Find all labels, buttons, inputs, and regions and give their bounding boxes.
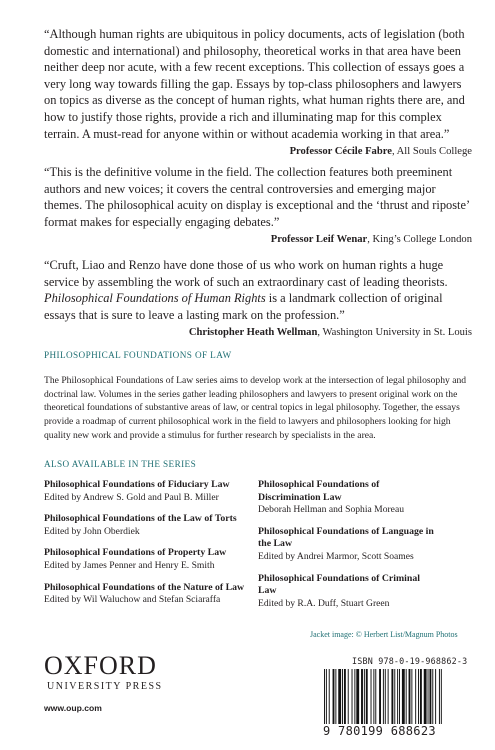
barcode-bar	[420, 669, 422, 729]
quote-author: Christopher Heath Wellman	[188, 327, 318, 339]
barcode-bar	[364, 669, 365, 729]
barcode-bar	[394, 669, 395, 729]
book-title: Philosophical Foundations of Criminal Law	[258, 572, 420, 597]
barcode-bar	[406, 669, 407, 729]
barcode-digits: 9 780199 688623	[323, 724, 472, 738]
quote-text-part: is a landmark collection of original essays that is sure to leave a lasting mark on the profession.”	[44, 291, 443, 322]
barcode-bar	[397, 669, 398, 729]
barcode-bar	[415, 669, 416, 729]
quote-attribution	[44, 145, 472, 158]
series-book	[44, 547, 259, 572]
endorsement-quote-3	[44, 257, 472, 339]
series-book	[44, 582, 259, 607]
quote-author: Professor Cécile Fabre	[289, 146, 392, 158]
book-title: Philosophical Foundations of the Nature of Law	[44, 581, 245, 593]
book-title: Philosophical Foundations of the Law of Torts	[44, 513, 237, 525]
barcode-bar	[383, 669, 384, 729]
barcode-bar	[385, 669, 386, 729]
barcode-bar	[388, 669, 389, 729]
barcode-bar	[335, 669, 336, 729]
barcode-bar	[324, 669, 325, 729]
barcode-bar	[379, 669, 381, 729]
barcode-bar	[411, 669, 412, 729]
barcode-bar	[432, 669, 433, 729]
barcode-bar	[326, 669, 327, 729]
isbn-label: ISBN 978-0-19-968862-3	[352, 656, 468, 666]
barcode-bar	[338, 669, 341, 729]
barcode-bar	[375, 669, 376, 729]
book-editors: Edited by Wil Waluchow and Stefan Sciaraffa	[44, 594, 221, 606]
series-list-left	[44, 479, 259, 616]
book-editors: Edited by John Oberdiek	[44, 525, 140, 537]
barcode-bar	[333, 669, 335, 729]
series-description: The Philosophical Foundations of Law series aims to develop work at the intersection of legal philosophy and doctrinal law. Volumes in the series gather leading philosophers and lawyers to present original work on the theoretical foundations of substantive areas of law, or central topics in legal philosophy. Together, the essays provide a roadmap of current philosophical work in the field to lawyers and philosophers looking for high quality new work and provide a stimulus for further research by specialists in the area.	[44, 375, 467, 441]
book-title: Philosophical Foundations of Language in the Law	[258, 525, 434, 550]
barcode-bar	[361, 669, 363, 729]
barcode-bar	[348, 669, 349, 729]
barcode-bar	[371, 669, 372, 729]
quote-text-part: “Cruft, Liao and Renzo have done those of us who work on human rights a huge service by assembling the work of such an extraordinary cast of leading theorists.	[44, 258, 448, 289]
book-editors: Edited by R.A. Duff, Stuart Green	[258, 597, 390, 609]
barcode-bar	[366, 669, 368, 729]
series-book	[258, 479, 438, 517]
book-title: Philosophical Foundations of Discrimination Law	[258, 479, 380, 503]
book-title-italic: Philosophical Foundations of Human Rights	[44, 291, 266, 306]
barcode-bar	[424, 669, 427, 729]
publisher-url: www.oup.com	[44, 703, 102, 713]
barcode-bar	[428, 669, 429, 729]
barcode-bar	[441, 669, 442, 729]
barcode-bar	[409, 669, 411, 729]
series-book	[44, 479, 259, 504]
barcode-bar	[356, 669, 359, 729]
book-title: Philosophical Foundations of Property Law	[44, 547, 227, 559]
series-heading: PHILOSOPHICAL FOUNDATIONS OF LAW	[44, 350, 232, 360]
barcode-bar	[429, 669, 431, 729]
publisher-logo-subtitle: UNIVERSITY PRESS	[47, 681, 163, 692]
jacket-credit: Jacket image: © Herbert List/Magnum Photos	[310, 630, 458, 639]
barcode-bar	[373, 669, 374, 729]
endorsement-quote-1	[44, 26, 472, 158]
endorsement-quote-2	[44, 164, 472, 246]
barcode-bar	[391, 669, 393, 729]
book-editors: Edited by Andrew S. Gold and Paul B. Miller	[44, 491, 219, 503]
series-book	[258, 526, 438, 564]
quote-text: “Although human rights are ubiquitous in policy documents, acts of legislation (both domestic and international) and philosophy, theoretical works in that area have been neither deep nor acute, with a few recent exceptions. This collection of essays goes a very long way towards filling the gap. Essays by top-class philosophers and lawyers on topics as diverse as the concept of human rights, what human rights there are, and how to justify those rights, provide a rich and illuminating map for this complex terrain. A must-read for anyone within or without academia working in that area.”	[44, 27, 465, 141]
barcode-bar	[418, 669, 419, 729]
barcode-bar	[344, 669, 346, 729]
quote-attribution	[44, 326, 472, 339]
book-editors: Edited by Andrei Marmor, Scott Soames	[258, 550, 414, 562]
barcode-bar	[439, 669, 440, 729]
quote-affiliation: , All Souls College	[391, 146, 472, 158]
book-title: Philosophical Foundations of Fiduciary Law	[44, 479, 230, 490]
quote-text	[44, 257, 472, 323]
barcode-bar	[399, 669, 400, 729]
quote-affiliation: , King’s College London	[367, 234, 472, 246]
series-book	[44, 513, 259, 538]
barcode-bar	[435, 669, 436, 729]
book-editors: Deborah Hellman and Sophia Moreau	[258, 504, 404, 516]
barcode-bar	[329, 669, 330, 729]
publisher-logo-name: OXFORD	[44, 651, 157, 680]
barcode-bar	[402, 669, 405, 729]
quote-text: “This is the definitive volume in the field. The collection features both preeminent authors and new voices; it covers the central controversies and emerging major themes. The philosophical acuity on display is exceptional and the ‘thrust and riposte’ format makes for especially engaging debates.”	[44, 165, 470, 229]
quote-affiliation: , Washington University in St. Louis	[317, 327, 472, 339]
series-list-right	[258, 479, 438, 619]
series-book	[258, 573, 438, 611]
quote-author: Professor Leif Wenar	[270, 234, 368, 246]
barcode-bar	[352, 669, 353, 729]
barcode-bar	[342, 669, 343, 729]
book-editors: Edited by James Penner and Henry E. Smith	[44, 559, 215, 571]
barcode-bar	[354, 669, 355, 729]
quote-attribution	[44, 233, 472, 246]
also-available-heading: ALSO AVAILABLE IN THE SERIES	[44, 459, 197, 469]
